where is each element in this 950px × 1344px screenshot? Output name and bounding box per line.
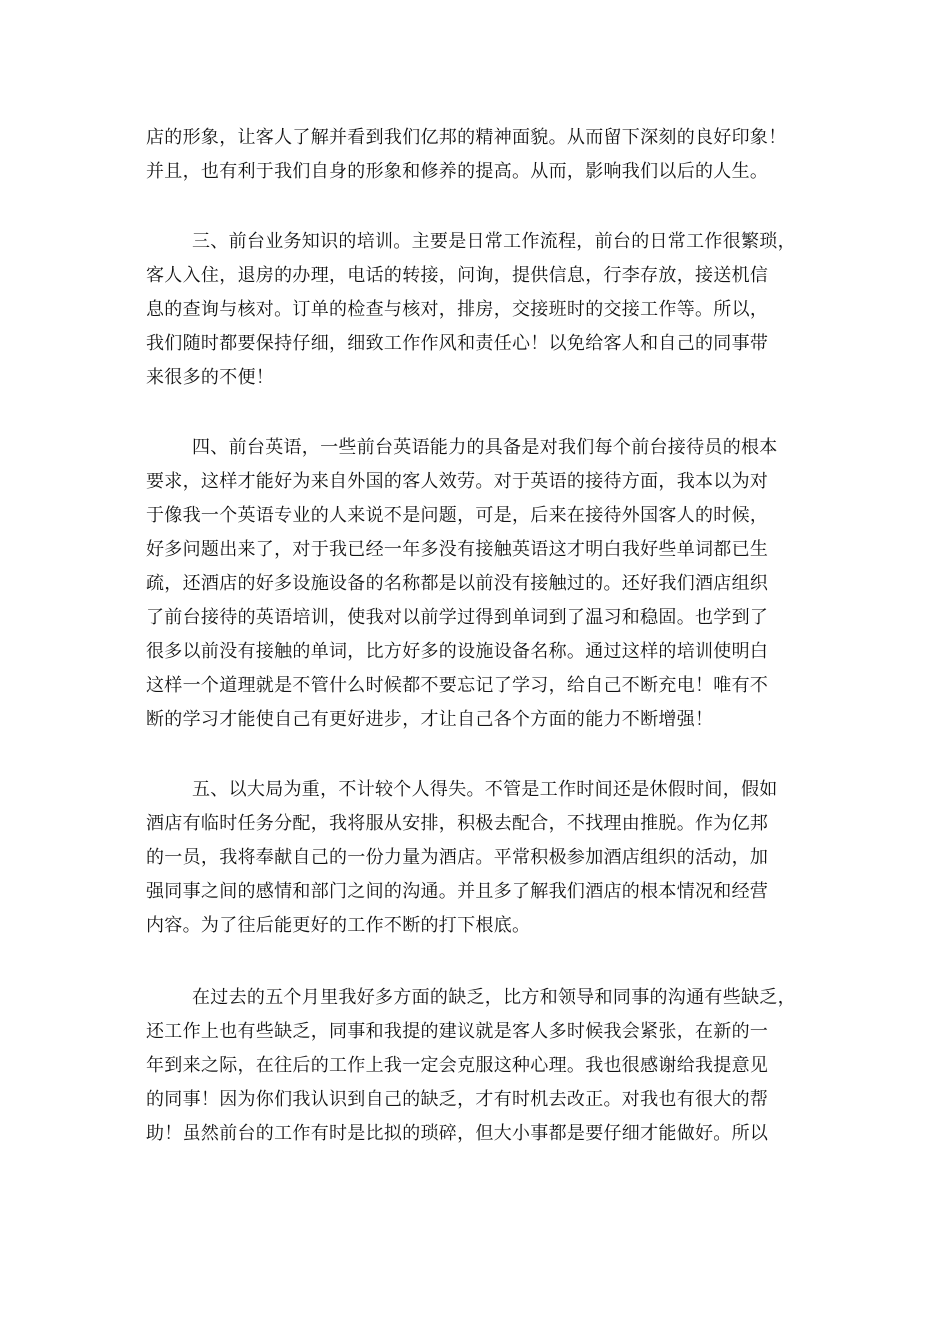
text-line: 这样一个道理就是不管什么时候都不要忘记了学习，给自己不断充电！唯有不 (146, 675, 769, 696)
text-line: 年到来之际，在往后的工作上我一定会克服这种心理。我也很感谢给我提意见 (146, 1055, 769, 1076)
text-line: 我们随时都要保持仔细，细致工作作风和责任心！以免给客人和自己的同事带 (146, 333, 769, 354)
text-line: 好多问题出来了，对于我已经一年多没有接触英语这才明白我好些单词都已生 (146, 539, 769, 560)
text-line: 于像我一个英语专业的人来说不是问题，可是，后来在接待外国客人的时候， (146, 505, 769, 526)
text-line: 店的形象，让客人了解并看到我们亿邦的精神面貌。从而留下深刻的良好印象！ (146, 127, 787, 148)
text-line: 疏，还酒店的好多设施设备的名称都是以前没有接触过的。还好我们酒店组织 (146, 573, 769, 594)
text-line: 的同事！因为你们我认识到自己的缺乏，才有时机去改正。对我也有很大的帮 (146, 1089, 769, 1110)
text-line: 要求，这样才能好为来自外国的客人效劳。对于英语的接待方面，我本以为对 (146, 471, 769, 492)
text-line: 内容。为了往后能更好的工作不断的打下根底。 (146, 915, 531, 936)
text-line: 的一员，我将奉献自己的一份力量为酒店。平常积极参加酒店组织的活动，加 (146, 847, 769, 868)
text-line: 四、前台英语，一些前台英语能力的具备是对我们每个前台接待员的根本 (192, 437, 778, 458)
text-line: 酒店有临时任务分配，我将服从安排，积极去配合，不找理由推脱。作为亿邦 (146, 813, 769, 834)
text-line: 三、前台业务知识的培训。主要是日常工作流程，前台的日常工作很繁琐， (192, 231, 796, 252)
text-line: 强同事之间的感情和部门之间的沟通。并且多了解我们酒店的根本情况和经营 (146, 881, 769, 902)
text-line: 断的学习才能使自己有更好进步，才让自己各个方面的能力不断增强！ (146, 709, 714, 730)
text-line: 来很多的不便！ (146, 367, 275, 388)
text-line: 息的查询与核对。订单的检查与核对，排房，交接班时的交接工作等。所以， (146, 299, 769, 320)
text-line: 客人入住，退房的办理，电话的转接，问询，提供信息，行李存放，接送机信 (146, 265, 769, 286)
text-line: 在过去的五个月里我好多方面的缺乏，比方和领导和同事的沟通有些缺乏， (192, 987, 796, 1008)
text-line: 很多以前没有接触的单词，比方好多的设施设备名称。通过这样的培训使明白 (146, 641, 769, 662)
text-line: 助！虽然前台的工作有时是比拟的琐碎，但大小事都是要仔细才能做好。所以 (146, 1123, 769, 1144)
text-line: 还工作上也有些缺乏，同事和我提的建议就是客人多时候我会紧张，在新的一 (146, 1021, 769, 1042)
text-line: 了前台接待的英语培训，使我对以前学过得到单词到了温习和稳固。也学到了 (146, 607, 769, 628)
text-line: 并且，也有利于我们自身的形象和修养的提高。从而，影响我们以后的人生。 (146, 161, 769, 182)
text-line: 五、以大局为重，不计较个人得失。不管是工作时间还是休假时间，假如 (192, 779, 778, 800)
